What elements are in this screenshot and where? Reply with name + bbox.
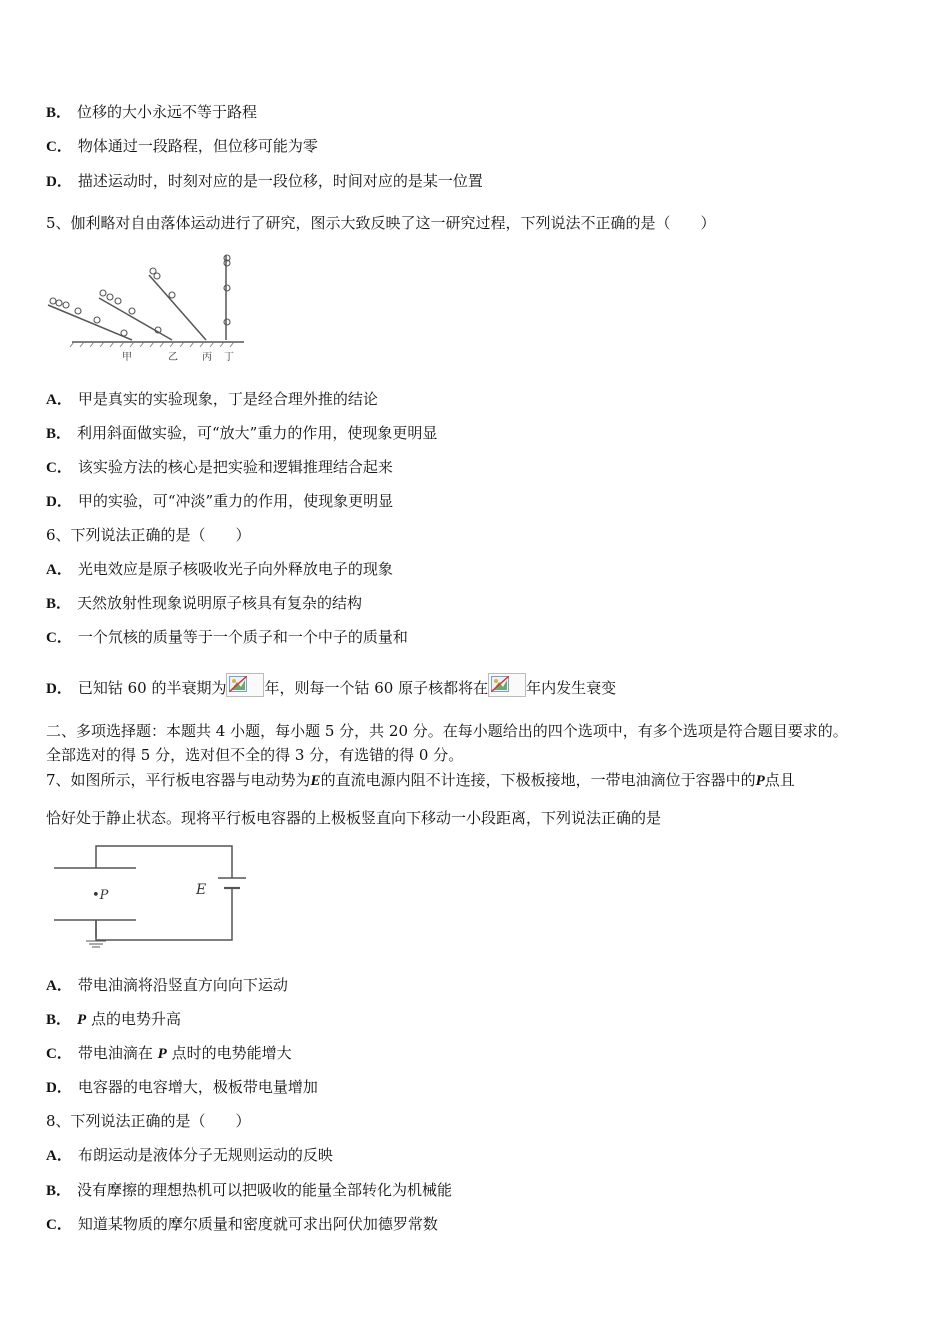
q8-option-c: C． 知道某物质的摩尔质量和密度就可求出阿伏加德罗常数: [46, 1215, 438, 1233]
q6-option-a: A． 光电效应是原子核吸收光子向外释放电子的现象: [46, 560, 393, 578]
q7-stem-line1: 7、如图所示，平行板电容器与电动势为E的直流电源内阻不计连接，下极板接地，一带电油滴位于容器中的P点且: [46, 771, 795, 789]
figure-label-yi: 乙: [168, 352, 178, 363]
q5-option-b: B． 利用斜面做实验，可“放大”重力的作用，使现象更明显: [46, 424, 438, 442]
q6-option-d: D． 已知钴 60 的半衰期为 年，则每一个钴 60 原子核都将在 年内发生衰变: [46, 673, 616, 699]
capacitor-circuit-figure: [50, 842, 250, 952]
q4-option-b: B． 位移的大小永远不等于路程: [46, 103, 258, 121]
figure-label-bing: 丙: [202, 352, 212, 363]
q7-option-a: A． 带电油滴将沿竖直方向向下运动: [46, 976, 288, 994]
q6-stem: 6、下列说法正确的是（ ）: [46, 526, 251, 544]
point-p-label: •P: [92, 888, 109, 903]
emf-e-label: E: [196, 882, 207, 898]
broken-image-icon: [488, 673, 526, 697]
q4-option-c: C． 物体通过一段路程，但位移可能为零: [46, 137, 318, 155]
q7-option-d: D． 电容器的电容增大，极板带电量增加: [46, 1078, 318, 1096]
q7-stem-line2: 恰好处于静止状态。现将平行板电容器的上极板竖直向下移动一小段距离，下列说法正确的是: [46, 809, 662, 827]
section2-instructions-line2: 全部选对的得 5 分，选对但不全的得 3 分，有选错的得 0 分。: [46, 746, 464, 764]
q7-option-c: C． 带电油滴在 P 点时的电势能增大: [46, 1044, 292, 1062]
section2-instructions-line1: 二、多项选择题：本题共 4 小题，每小题 5 分，共 20 分。在每小题给出的四个选项中，有多个选项是符合题目要求的。: [46, 722, 848, 740]
figure-label-ding: 丁: [224, 352, 234, 363]
q8-stem: 8、下列说法正确的是（ ）: [46, 1112, 251, 1130]
q4-option-d: D． 描述运动时，时刻对应的是一段位移，时间对应的是某一位置: [46, 172, 483, 190]
q6-option-b: B． 天然放射性现象说明原子核具有复杂的结构: [46, 594, 363, 612]
galileo-incline-figure: [44, 250, 254, 365]
q7-option-b: B． P 点的电势升高: [46, 1010, 181, 1028]
q8-option-a: A． 布朗运动是液体分子无规则运动的反映: [46, 1146, 333, 1164]
q5-option-a: A． 甲是真实的实验现象，丁是经合理外推的结论: [46, 390, 378, 408]
broken-image-icon: [226, 673, 264, 697]
figure-label-jia: 甲: [122, 352, 132, 363]
q6-option-c: C． 一个氘核的质量等于一个质子和一个中子的质量和: [46, 628, 408, 646]
q5-option-d: D． 甲的实验，可“冲淡”重力的作用，使现象更明显: [46, 492, 394, 510]
q5-stem: 5、伽利略对自由落体运动进行了研究，图示大致反映了这一研究过程，下列说法不正确的是（ ）: [46, 214, 716, 232]
q5-option-c: C． 该实验方法的核心是把实验和逻辑推理结合起来: [46, 458, 393, 476]
q8-option-b: B． 没有摩擦的理想热机可以把吸收的能量全部转化为机械能: [46, 1181, 453, 1199]
